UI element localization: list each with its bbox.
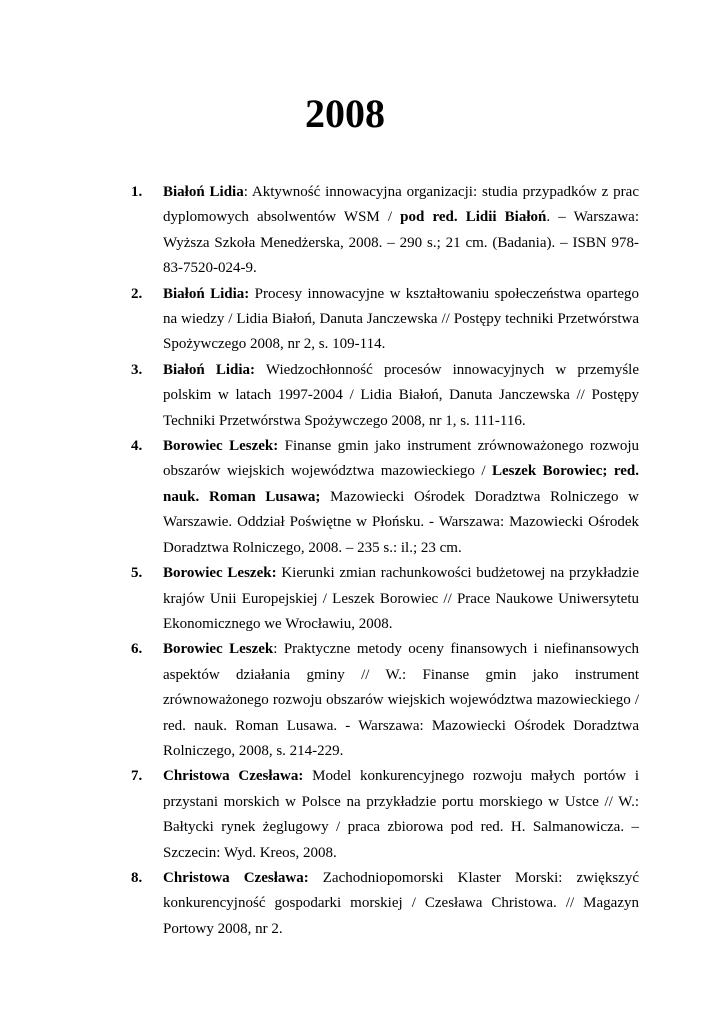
- page-title: 2008: [305, 91, 385, 136]
- entry-title: Model konkurencyjnego rozwoju małych portów i przystani morskich w Polsce na przykładzie portu morskiego w Ustce // W.: Bałtycki rynek żeglugowy / praca zbiorowa pod red. H. Salmanowicza. – Szczecin: Wyd. Kreos, 2008.: [163, 768, 639, 861]
- entry-number: 4.: [131, 438, 143, 455]
- bibliography-entry: [0, 637, 725, 764]
- entry-author: Białoń Lidia:: [163, 285, 250, 302]
- entry-number: 5.: [131, 565, 143, 582]
- bibliography-entry: [0, 282, 725, 358]
- entry-title: Wiedzochłonność procesów innowacyjnych w przemyśle polskim w latach 1997-2004 / Lidia Białoń, Danuta Janczewska // Postępy Techniki Przetwórstwa Spożywczego 2008, nr 1, s. 111-116.: [163, 361, 640, 429]
- entry-title: Zachodniopomorski Klaster Morski: zwiększyć konkurencyjność gospodarki morskiej / Czesława Christowa. // Magazyn Portowy 2008, nr 2.: [163, 869, 639, 937]
- entry-text: [163, 358, 639, 434]
- entry-number: 3.: [131, 361, 143, 378]
- entry-text: [163, 866, 639, 942]
- entry-author: Borowiec Leszek: [163, 641, 274, 658]
- entry-title: : Praktyczne metody oceny finansowych i niefinansowych aspektów działania gminy // W.: Finanse gmin jako instrument zrównoważonego rozwoju obszarów wiejskich województwa mazowieckiego / red. nauk. Roman Lusawa. - Warszawa: Mazowiecki Ośrodek Doradztwa Rolniczego, 2008, s. 214-229.: [163, 641, 639, 759]
- entry-number: 1.: [131, 184, 143, 200]
- entry-author: Białoń Lidia:: [163, 361, 256, 378]
- entry-author: Borowiec Leszek:: [163, 565, 277, 582]
- entry-author: Borowiec Leszek:: [163, 438, 279, 455]
- bibliography-entry: [0, 764, 725, 866]
- entry-text: [163, 180, 639, 282]
- entry-title: Kierunki zmian rachunkowości budżetowej na przykładzie krajów Unii Europejskiej / Leszek Borowiec // Prace Naukowe Uniwersytetu Ekonomicznego we Wrocławiu, 2008.: [163, 565, 639, 632]
- bibliography-entry: [0, 866, 725, 942]
- bibliography-entry: [0, 561, 725, 637]
- entry-editor: Leszek Borowiec; red. nauk. Roman Lusawa;: [163, 463, 639, 505]
- entry-number: 6.: [131, 641, 143, 658]
- entry-author: Białoń Lidia: [163, 184, 244, 200]
- entry-text: [163, 561, 639, 637]
- entry-text: [163, 434, 639, 561]
- entry-number: 7.: [131, 768, 143, 785]
- bibliography-list: [0, 180, 725, 942]
- entry-author: Christowa Czesława:: [163, 768, 304, 785]
- entry-number: 2.: [131, 285, 143, 302]
- bibliography-entry: [0, 180, 725, 282]
- bibliography-entry: [0, 358, 725, 434]
- entry-text: [163, 764, 639, 866]
- entry-author: Christowa Czesława:: [163, 869, 309, 886]
- entry-publication: Mazowiecki Ośrodek Doradztwa Rolniczego w Warszawie. Oddział Poświętne w Płońsku. - Warszawa: Mazowiecki Ośrodek Doradztwa Rolniczego, 2008. – 235 s.: il.; 23 cm.: [163, 488, 640, 556]
- entry-editor: pod red. Lidii Białoń: [400, 209, 547, 226]
- entry-number: 8.: [131, 869, 143, 886]
- entry-publication: . – Warszawa: Wyższa Szkoła Menedżerska, 2008. – 290 s.; 21 cm. (Badania). – ISBN 978-83-7520-024-9.: [163, 209, 639, 277]
- entry-title: Finanse gmin jako instrument zrównoważonego rozwoju obszarów wiejskich województwa mazowieckiego /: [163, 438, 639, 480]
- entry-text: [163, 637, 639, 764]
- entry-title: Procesy innowacyjne w kształtowaniu społeczeństwa opartego na wiedzy / Lidia Białoń, Danuta Janczewska // Postępy techniki Przetwórstwa Spożywczego 2008, nr 2, s. 109-114.: [163, 285, 640, 353]
- entry-text: [163, 282, 639, 358]
- bibliography-entry: [0, 434, 725, 561]
- entry-title: : Aktywność innowacyjna organizacji: studia przypadków z prac dyplomowych absolwentów WSM /: [163, 184, 639, 226]
